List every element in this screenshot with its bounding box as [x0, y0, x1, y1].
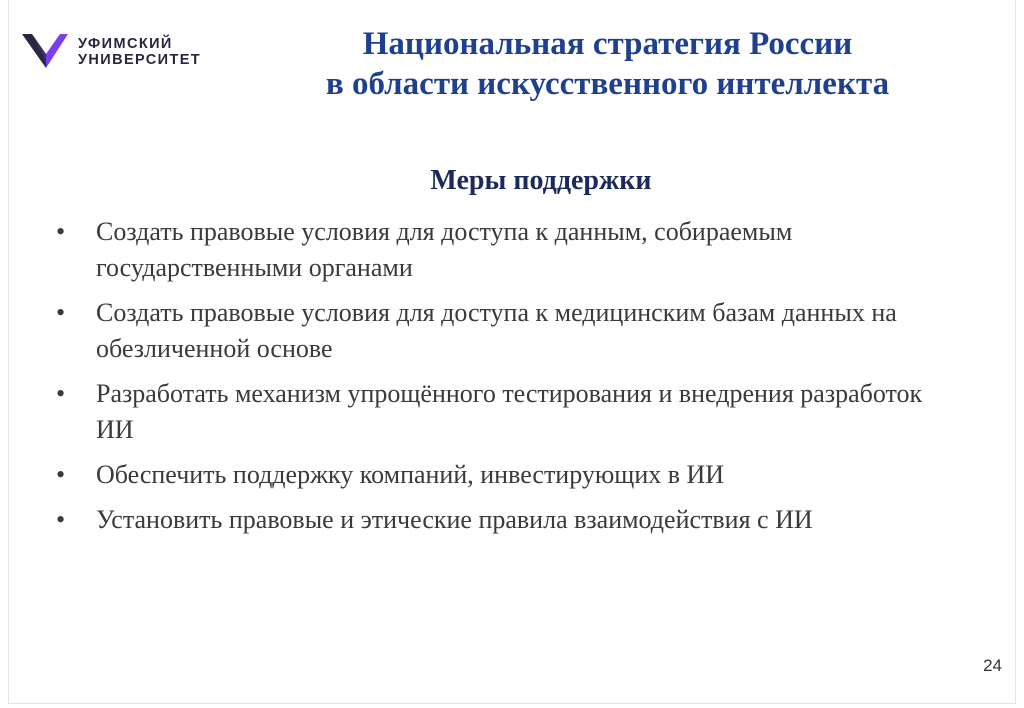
slide-title-line-1: Национальная стратегия России [362, 26, 853, 62]
bullet-text: Разработать механизм упрощённого тестирования и внедрения разработок ИИ [96, 379, 923, 444]
bullet-text: Создать правовые условия для доступа к данным, собираемым государственными органами [96, 217, 793, 282]
bullet-text: Создать правовые условия для доступа к медицинским базам данных на обезличенной основе [96, 298, 897, 363]
bullet-item [56, 376, 966, 448]
bullet-text: Установить правовые и этические правила взаимодействия с ИИ [96, 505, 813, 534]
university-logo [22, 30, 201, 74]
bullet-icon: • [56, 505, 66, 534]
section-heading: Меры поддержки [430, 165, 652, 196]
bullet-item [56, 214, 966, 286]
logo-line-1: УФИМСКИЙ [78, 36, 173, 52]
page-number: 24 [983, 656, 1002, 675]
bullet-icon: • [56, 379, 66, 408]
bullet-icon: • [56, 217, 66, 246]
bullet-icon: • [56, 460, 66, 489]
university-logo-icon [22, 30, 68, 74]
bullet-list [56, 214, 966, 547]
slide-title-line-2: в области искусственного интеллекта [325, 66, 890, 102]
logo-line-2: УНИВЕРСИТЕТ [78, 52, 202, 68]
bullet-item [56, 295, 966, 367]
bullet-icon: • [56, 298, 66, 327]
bullet-text: Обеспечить поддержку компаний, инвестирующих в ИИ [96, 460, 725, 489]
bullet-item [56, 502, 966, 538]
slide-title [200, 24, 1015, 104]
logo-text [78, 36, 201, 68]
bullet-item [56, 457, 966, 493]
